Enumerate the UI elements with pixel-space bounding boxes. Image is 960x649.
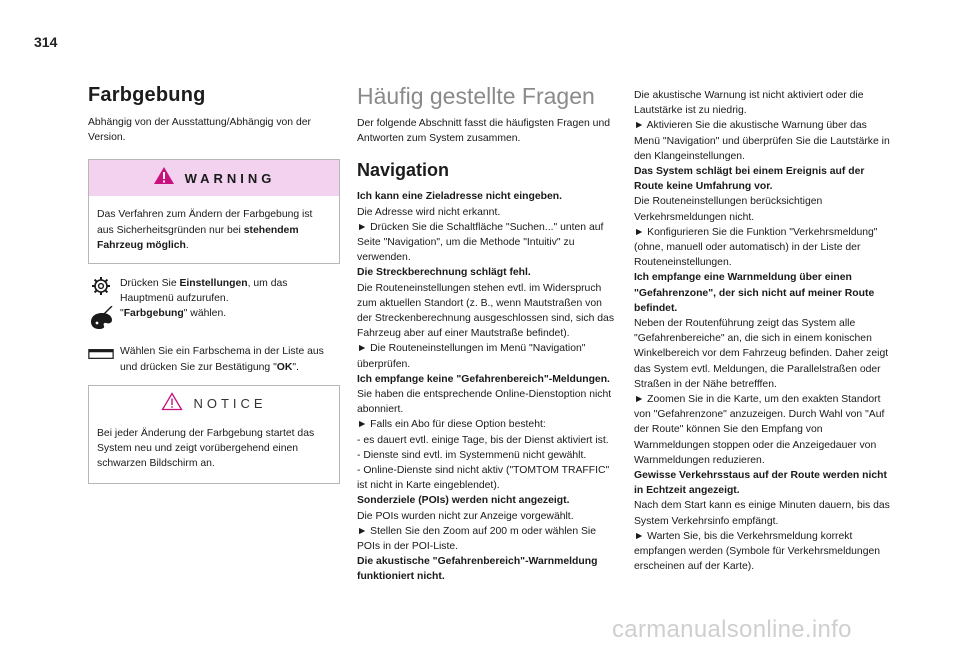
faq-answer: ► Falls ein Abo für diese Option besteht: bbox=[357, 419, 546, 431]
faq-answer: Die Adresse wird nicht erkannt. bbox=[357, 206, 501, 218]
step-settings-text: Drücken Sie Einstellungen, um das Hauptmenü aufzurufen. bbox=[120, 278, 288, 305]
faq-question: Die Streckberechnung schlägt fehl. bbox=[357, 267, 531, 279]
faq-answer: ► Konfigurieren Sie die Funktion "Verkehrsmeldung" (ohne, manuell oder automatisch) in der Liste der Routeneinstellungen. bbox=[634, 226, 878, 269]
notice-label: NOTICE bbox=[193, 396, 267, 412]
warning-box bbox=[88, 159, 340, 264]
column-faq bbox=[357, 84, 615, 585]
faq-question: Ich empfange keine "Gefahrenbereich"-Meldungen. bbox=[357, 373, 610, 385]
step-farbgebung bbox=[88, 306, 340, 330]
section-title-faq: Häufig gestellte Fragen bbox=[357, 83, 595, 109]
gear-settings-icon bbox=[88, 276, 114, 296]
faq-intro: Der folgende Abschnitt fasst die häufigsten Fragen und Antworten zum System zusammen. bbox=[357, 118, 611, 145]
warning-body bbox=[89, 196, 339, 263]
faq-question: Sonderziele (POIs) werden nicht angezeigt. bbox=[357, 495, 570, 507]
faq-answer: - Online-Dienste sind nicht aktiv ("TOMTOM TRAFFIC" ist nicht in Karte eingeblendet). bbox=[357, 465, 610, 492]
step-settings bbox=[88, 276, 340, 306]
warning-label: WARNING bbox=[184, 170, 276, 186]
faq-answer: ► Stellen Sie den Zoom auf 200 m oder wählen Sie POIs in der POI-Liste. bbox=[357, 525, 597, 553]
warning-text: Das Verfahren zum Ändern der Farbgebung ist aus Sicherheitsgründen nur bei stehendem Fahrzeug möglich. bbox=[97, 209, 313, 251]
faq-answer: Die Routeneinstellungen stehen evtl. im Widerspruch zum aktuellen Standort (z. B., wenn Mautstraßen von der Streckenberechnung ausgeschlossen sind, sich das Fahrzeug aber auf einer Mautstraße befindet). bbox=[357, 282, 615, 340]
watermark-text: carmanualsonline.info bbox=[612, 616, 852, 643]
page-number: 314 bbox=[34, 34, 58, 50]
faq-answer: Sie haben die entsprechende Online-Dienstoption nicht abonniert. bbox=[357, 389, 612, 416]
faq-answer: Neben der Routenführung zeigt das System alle "Gefahrenbereiche" an, die sich in einem konischen Winkelbereich vor dem Fahrzeug befinden. Daher zeigt das System evtl. Meldungen, die Parallelstraßen oder Straßen in der Nähe betrefffen. bbox=[634, 318, 889, 390]
warning-triangle-icon bbox=[153, 166, 175, 190]
faq-answer: Die POIs wurden nicht zur Anzeige vorgewählt. bbox=[357, 510, 574, 522]
faq-question: Ich empfange eine Warnmeldung über einen "Gefahrenzone", der sich nicht auf meiner Route befindet. bbox=[634, 272, 875, 314]
color-palette-icon bbox=[88, 306, 114, 330]
warning-header bbox=[89, 160, 339, 196]
section-title-farbgebung: Farbgebung bbox=[88, 84, 206, 106]
faq-question: Gewisse Verkehrsstaus auf der Route werden nicht in Echtzeit angezeigt. bbox=[634, 470, 887, 497]
notice-text: Bei jeder Änderung der Farbgebung startet das System neu und zeigt vorübergehend einen schwarzen Bildschirm an. bbox=[97, 427, 315, 470]
step-select-scheme-text: Wählen Sie ein Farbschema in der Liste aus und drücken Sie zur Bestätigung "OK". bbox=[120, 346, 324, 373]
faq-answer: Nach dem Start kann es einige Minuten dauern, bis das System Verkehrsinfo empfängt. bbox=[634, 500, 890, 527]
faq-question: Ich kann eine Zieladresse nicht eingeben. bbox=[357, 191, 562, 203]
notice-body bbox=[89, 422, 339, 484]
faq-answer: ► Warten Sie, bis die Verkehrsmeldung korrekt empfangen werden (Symbole für Verkehrsmeldungen erscheinen auf der Karte). bbox=[634, 530, 881, 573]
faq-question: Die akustische "Gefahrenbereich"-Warnmeldung funktioniert nicht. bbox=[357, 556, 598, 583]
faq-answer: ► Zoomen Sie in die Karte, um den exakten Standort von "Gefahrenzone" anzuzeigen. Durch Wahl von "Auf der Route" können Sie den Empfang von Warnmeldungen stoppen oder die Anzeigedauer von Warnmeldungen reduzieren. bbox=[634, 394, 885, 466]
column-farbgebung bbox=[88, 84, 340, 484]
farbgebung-intro: Abhängig von der Ausstattung/Abhängig von der Version. bbox=[88, 117, 311, 144]
column-faq-continued bbox=[634, 88, 892, 575]
step-farbgebung-text: "Farbgebung" wählen. bbox=[120, 308, 227, 320]
subsection-title-navigation: Navigation bbox=[357, 160, 450, 181]
faq-answer: ► Drücken Sie die Schaltfläche "Suchen..." unten auf Seite "Navigation", um die Methode "Intuitiv" zu verwenden. bbox=[357, 221, 604, 264]
notice-triangle-icon bbox=[161, 392, 183, 416]
faq-answer: - es dauert evtl. einige Tage, bis der Dienst aktiviert ist. bbox=[357, 434, 609, 446]
faq-answer: - Dienste sind evtl. im Systemmenü nicht gewählt. bbox=[357, 449, 587, 461]
faq-answer: Die Routeneinstellungen berücksichtigen Verkehrsmeldungen nicht. bbox=[634, 196, 823, 223]
faq-question: Das System schlägt bei einem Ereignis auf der Route keine Umfahrung vor. bbox=[634, 166, 865, 193]
notice-header bbox=[89, 386, 339, 422]
faq-answer: Die akustische Warnung ist nicht aktiviert oder die Lautstärke ist zu niedrig. bbox=[634, 90, 864, 117]
step-select-scheme bbox=[88, 344, 340, 374]
notice-box bbox=[88, 385, 340, 485]
faq-answer: ► Aktivieren Sie die akustische Warnung über das Menü "Navigation" und überprüfen Sie die Lautstärke in den Klangeinstellungen. bbox=[634, 120, 890, 162]
list-bar-icon bbox=[88, 344, 114, 360]
faq-answer: ► Die Routeneinstellungen im Menü "Navigation" überprüfen. bbox=[357, 343, 586, 370]
